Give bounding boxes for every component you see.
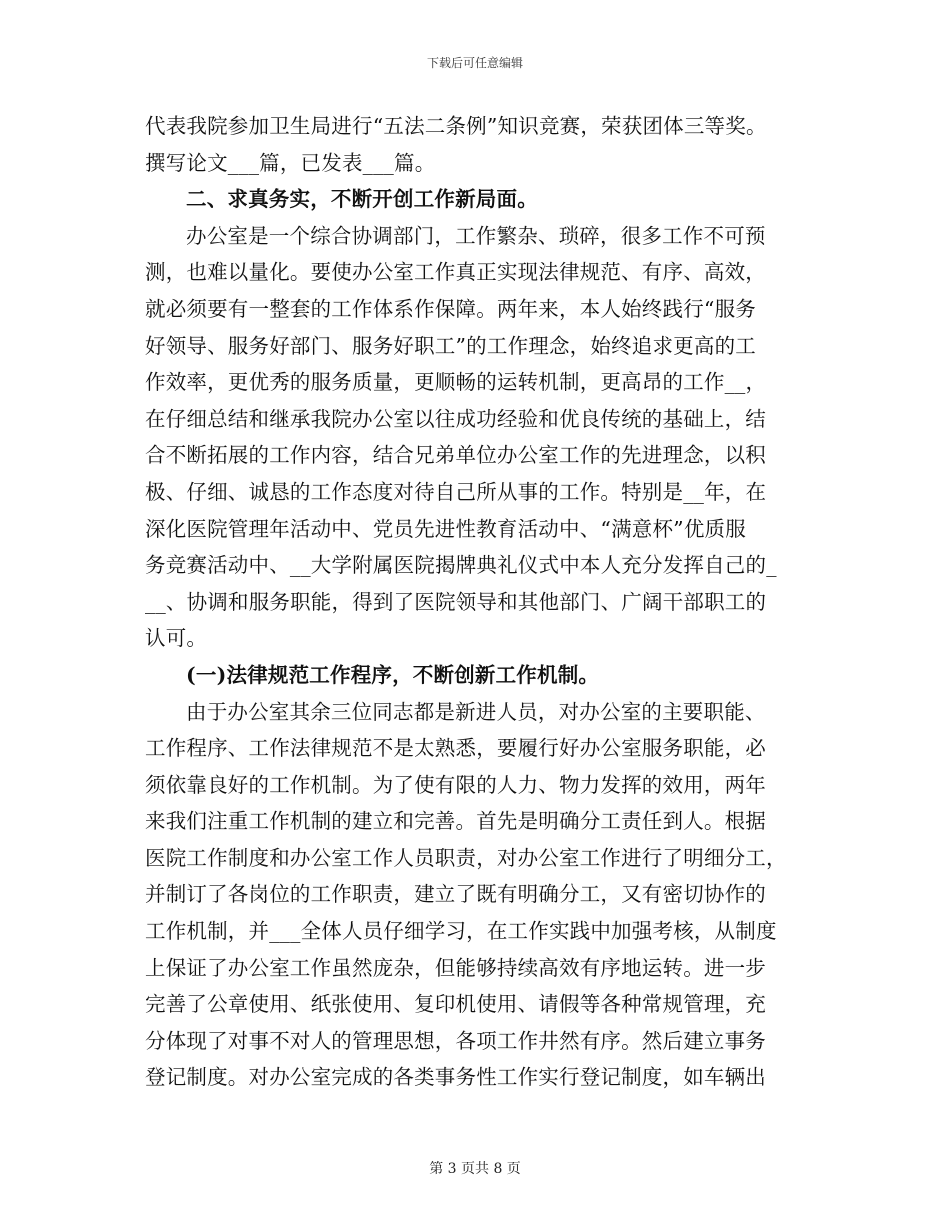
text-line: 来我们注重工作机制的建立和完善。首先是明确分工责任到人。根据 xyxy=(145,809,766,834)
subsection-heading: (一)法律规范工作程序，不断创新工作机制。 xyxy=(186,662,600,687)
text-line: 代表我院参加卫生局进行“五法二条例”知识竞赛，荣获团体三等奖。 xyxy=(145,114,767,138)
text-line: 极、仔细、诚恳的工作态度对待自己所从事的工作。特别是__年，在 xyxy=(145,479,767,504)
section-heading: 二、求真务实，不断开创工作新局面。 xyxy=(186,187,538,212)
text-line: 作效率，更优秀的服务质量，更顺畅的运转机制，更高昂的工作__， xyxy=(145,370,767,395)
text-line: __、协调和服务职能，得到了医院领导和其他部门、广阔干部职工的 xyxy=(145,589,767,614)
text-line: 合不断拓展的工作内容，结合兄弟单位办公室工作的先进理念，以积 xyxy=(145,443,766,468)
page-header: 下载后可任意编辑 xyxy=(426,56,523,70)
text-line: 完善了公章使用、纸张使用、复印机使用、请假等各种常规管理，充 xyxy=(145,992,766,1017)
text-line: 务竞赛活动中、__大学附属医院揭牌典礼仪式中本人充分发挥自己的_ xyxy=(145,553,777,578)
text-line: 测，也难以量化。要使办公室工作真正实现法律规范、有序、高效， xyxy=(145,260,766,285)
page-footer: 第 3 页共 8 页 xyxy=(429,1161,521,1177)
text-line: 认可。 xyxy=(145,626,208,651)
text-line: 上保证了办公室工作虽然庞杂，但能够持续高效有序地运转。进一步 xyxy=(145,955,766,980)
text-line: 须依靠良好的工作机制。为了使有限的人力、物力发挥的效用，两年 xyxy=(145,772,766,797)
text-line: 分体现了对事不对人的管理思想，各项工作井然有序。然后建立事务 xyxy=(145,1028,766,1053)
text-line: 就必须要有一整套的工作体系作保障。两年来，本人始终践行“服务 xyxy=(145,296,756,321)
text-line: 撰写论文___篇，已发表___篇。 xyxy=(145,150,436,175)
text-line: 在仔细总结和继承我院办公室以往成功经验和优良传统的基础上，结 xyxy=(145,406,766,431)
text-line: 并制订了各岗位的工作职责，建立了既有明确分工，又有密切协作的 xyxy=(145,882,766,907)
text-line: 深化医院管理年活动中、党员先进性教育活动中、“满意杯”优质服 xyxy=(145,516,746,541)
text-line: 好领导、服务好部门、服务好职工”的工作理念，始终追求更高的工 xyxy=(145,333,756,358)
text-line: 医院工作制度和办公室工作人员职责，对办公室工作进行了明细分工， xyxy=(145,845,787,870)
text-line: 由于办公室其余三位同志都是新进人员，对办公室的主要职能、 xyxy=(186,699,766,724)
text-line: 办公室是一个综合协调部门，工作繁杂、琐碎，很多工作不可预 xyxy=(186,223,766,248)
text-line: 工作程序、工作法律规范不是太熟悉，要履行好办公室服务职能，必 xyxy=(145,736,766,761)
text-line: 工作机制，并___全体人员仔细学习，在工作实践中加强考核，从制度 xyxy=(145,919,777,944)
document-body xyxy=(145,108,810,1096)
text-line: 登记制度。对办公室完成的各类事务性工作实行登记制度，如车辆出 xyxy=(145,1065,766,1090)
